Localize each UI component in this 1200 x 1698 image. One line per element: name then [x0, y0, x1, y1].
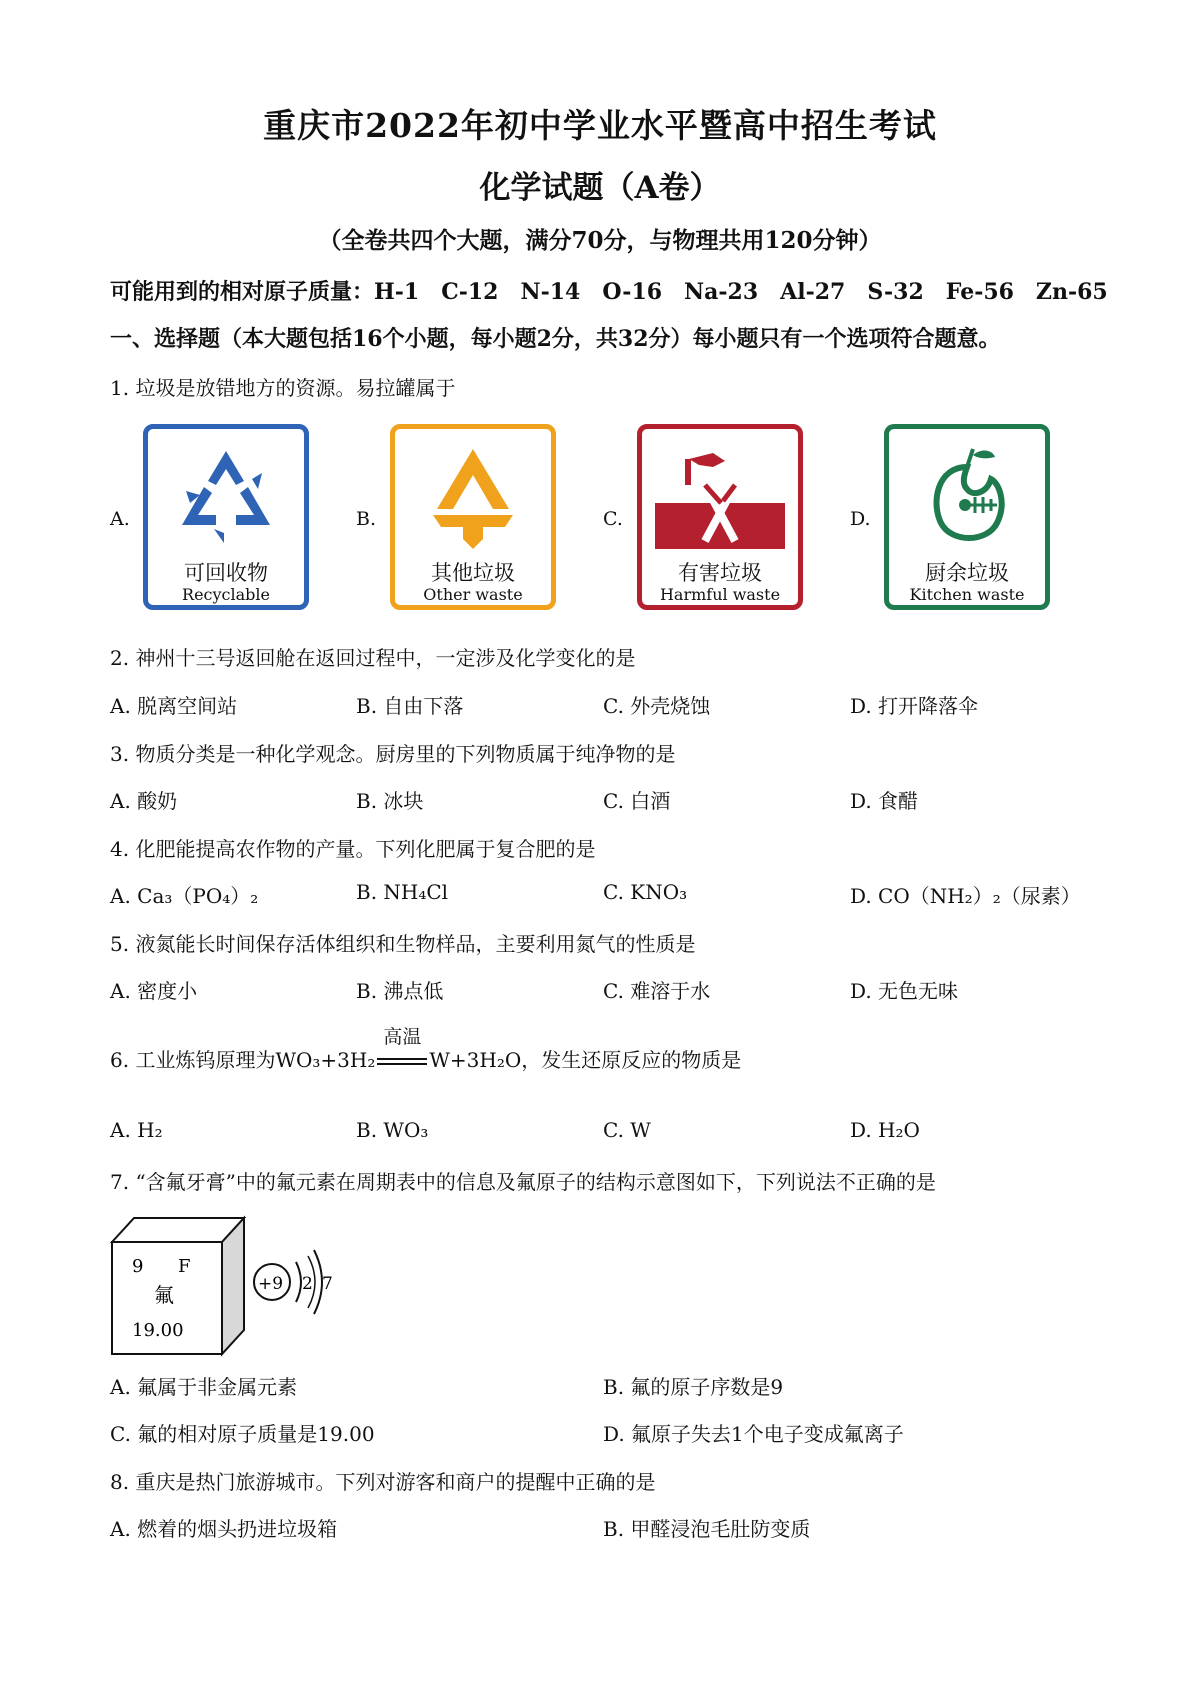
- fluorine-figure: [110, 1212, 350, 1360]
- recycle-icon: [166, 443, 286, 553]
- section-heading: 一、选择题（本大题包括16个小题，每小题2分，共32分）每小题只有一个选项符合题意。: [110, 326, 1001, 352]
- other-waste-bin: [390, 424, 556, 610]
- question-4-stem: 4. 化肥能提高农作物的产量。下列化肥属于复合肥的是: [110, 837, 596, 861]
- question-5-stem: 5. 液氮能长时间保存活体组织和生物样品，主要利用氮气的性质是: [110, 932, 696, 956]
- bin-en-label: Harmful waste: [659, 585, 781, 604]
- question-8-stem: 8. 重庆是热门旅游城市。下列对游客和商户的提醒中正确的是: [110, 1470, 656, 1494]
- q6-stem-pre: 6. 工业炼钨原理为WO₃+3H₂: [110, 1048, 376, 1072]
- q8-option-b[interactable]: B. 甲醛浸泡毛肚防变质: [603, 1517, 811, 1541]
- q4-option-a[interactable]: A. Ca₃（PO₄）₂: [110, 884, 259, 908]
- exam-note: （全卷共四个大题，满分70分，与物理共用120分钟）: [318, 227, 882, 254]
- q6-stem-post: W+3H₂O，发生还原反应的物质是: [429, 1048, 742, 1072]
- q6-option-b[interactable]: B. WO₃: [356, 1118, 429, 1142]
- atomic-number: 9: [132, 1256, 144, 1277]
- question-6-stem: [110, 1025, 742, 1073]
- bin-cn-label: 有害垃圾: [678, 561, 762, 585]
- bin-en-label: Recyclable: [182, 585, 270, 604]
- q2-option-c[interactable]: C. 外壳烧蚀: [603, 694, 711, 718]
- element-name: 氟: [154, 1283, 174, 1307]
- q4-option-b[interactable]: B. NH₄Cl: [356, 880, 449, 904]
- q7-option-d[interactable]: D. 氟原子失去1个电子变成氟离子: [603, 1422, 904, 1446]
- q7-option-a[interactable]: A. 氟属于非金属元素: [110, 1375, 298, 1399]
- bin-en-label: Kitchen waste: [909, 585, 1025, 604]
- q2-option-b[interactable]: B. 自由下落: [356, 694, 464, 718]
- atomic-mass: 19.00: [132, 1320, 184, 1341]
- q6-option-d[interactable]: D. H₂O: [850, 1118, 920, 1142]
- q8-option-a[interactable]: A. 燃着的烟头扔进垃圾箱: [110, 1517, 338, 1541]
- q3-option-b[interactable]: B. 冰块: [356, 789, 424, 813]
- q5-option-a[interactable]: A. 密度小: [110, 979, 198, 1003]
- bin-cn-label: 可回收物: [184, 561, 268, 585]
- recyclable-bin: [143, 424, 309, 610]
- q4-option-c[interactable]: C. KNO₃: [603, 880, 688, 904]
- eq-line: [377, 1058, 427, 1060]
- q7-option-b[interactable]: B. 氟的原子序数是9: [603, 1375, 784, 1399]
- q5-option-b[interactable]: B. 沸点低: [356, 979, 444, 1003]
- option-c-letter: C.: [603, 508, 623, 530]
- element-card-side: [222, 1218, 244, 1354]
- kitchen-waste-bin: [884, 424, 1050, 610]
- exam-title: 重庆市2022年初中学业水平暨高中招生考试: [263, 106, 937, 145]
- q6-option-a[interactable]: A. H₂: [110, 1118, 163, 1142]
- reaction-arrow: [375, 1025, 429, 1072]
- shell-2-electrons: 7: [322, 1274, 333, 1294]
- nucleus-charge: +9: [258, 1274, 284, 1294]
- q6-option-c[interactable]: C. W: [603, 1118, 651, 1142]
- question-1-stem: 1. 垃圾是放错地方的资源。易拉罐属于: [110, 376, 456, 400]
- element-symbol: F: [178, 1256, 191, 1277]
- q3-option-c[interactable]: C. 白酒: [603, 789, 671, 813]
- kitchen-waste-icon: [907, 443, 1027, 553]
- q3-option-a[interactable]: A. 酸奶: [110, 789, 178, 813]
- reaction-condition: 高温: [383, 1025, 422, 1048]
- option-b-letter: B.: [356, 508, 377, 530]
- q5-option-c[interactable]: C. 难溶于水: [603, 979, 711, 1003]
- q3-option-d[interactable]: D. 食醋: [850, 789, 919, 813]
- bin-cn-label: 厨余垃圾: [925, 561, 1009, 585]
- other-waste-icon: [413, 443, 533, 553]
- q7-option-c[interactable]: C. 氟的相对原子质量是19.00: [110, 1422, 375, 1446]
- q4-option-d[interactable]: D. CO（NH₂）₂（尿素）: [850, 884, 1081, 908]
- option-a-letter: A.: [110, 508, 130, 530]
- exam-subtitle: 化学试题（A卷）: [479, 170, 721, 206]
- harmful-waste-icon: [655, 443, 785, 553]
- question-2-stem: 2. 神州十三号返回舱在返回过程中，一定涉及化学变化的是: [110, 646, 636, 670]
- bin-cn-label: 其他垃圾: [431, 561, 515, 585]
- atomic-masses: 可能用到的相对原子质量：H-1 C-12 N-14 O-16 Na-23 Al-27 S-32 Fe-56 Zn-65: [110, 279, 1108, 305]
- question-7-stem: 7. “含氟牙膏”中的氟元素在周期表中的信息及氟原子的结构示意图如下，下列说法不正确的是: [110, 1170, 936, 1194]
- q5-option-d[interactable]: D. 无色无味: [850, 979, 959, 1003]
- q2-option-a[interactable]: A. 脱离空间站: [110, 694, 238, 718]
- q2-option-d[interactable]: D. 打开降落伞: [850, 694, 979, 718]
- shell-1-electrons: 2: [302, 1274, 313, 1294]
- bin-en-label: Other waste: [423, 585, 523, 604]
- option-d-letter: D.: [850, 508, 871, 530]
- electron-shell-1: [296, 1262, 301, 1302]
- eq-line: [377, 1063, 427, 1065]
- harmful-waste-bin: [637, 424, 803, 610]
- question-3-stem: 3. 物质分类是一种化学观念。厨房里的下列物质属于纯净物的是: [110, 742, 676, 766]
